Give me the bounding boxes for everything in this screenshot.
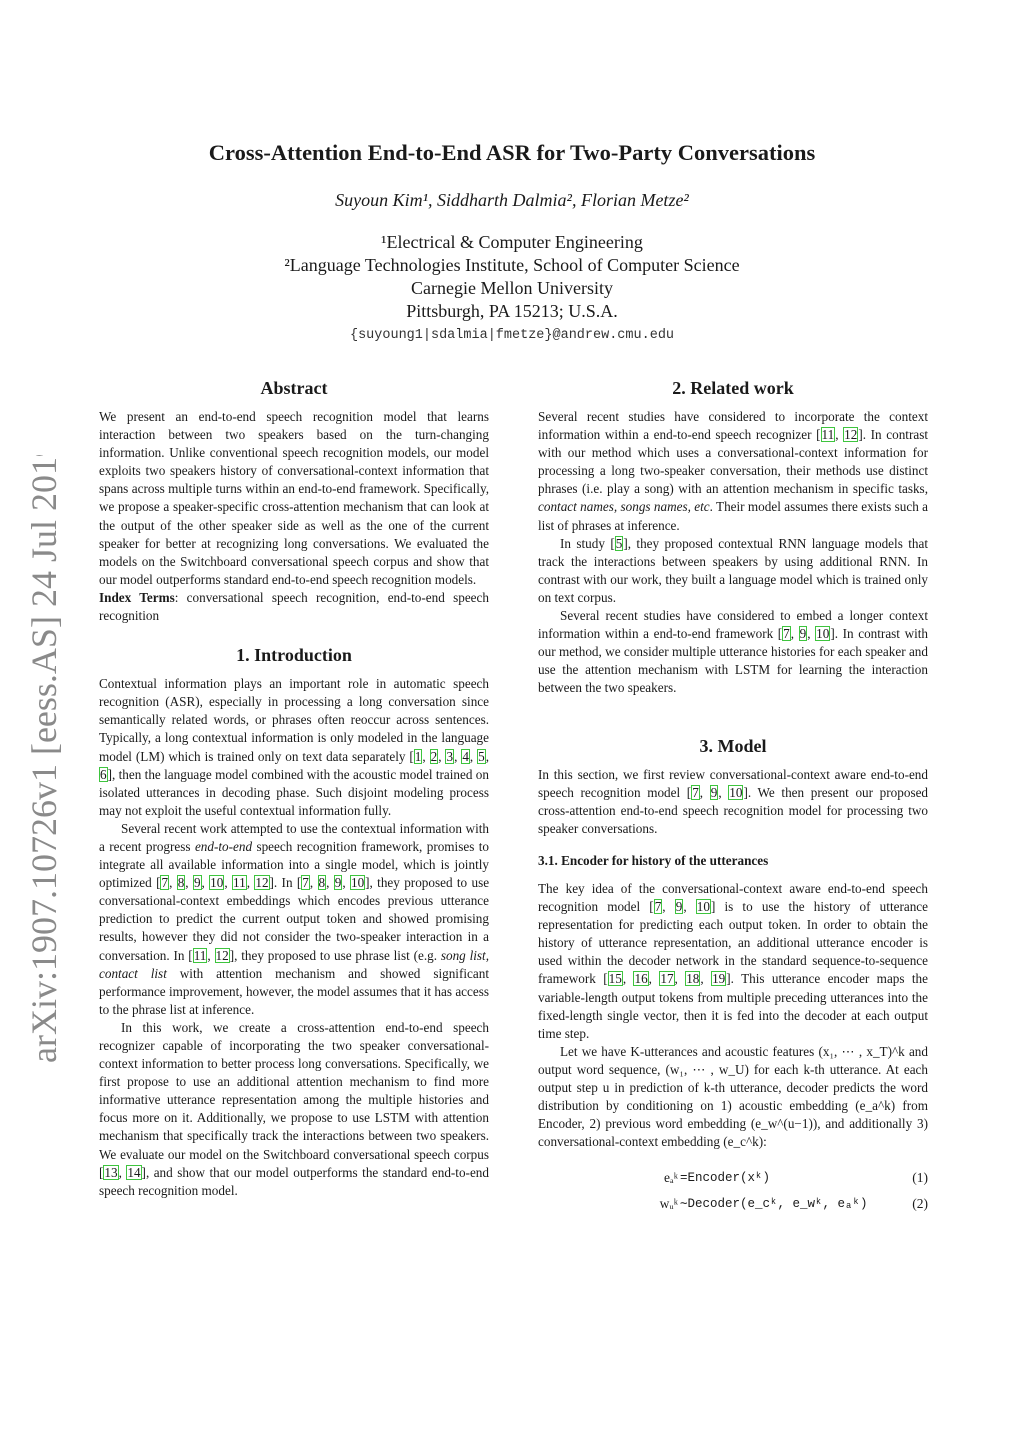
citation-link[interactable]: 12 (255, 875, 269, 891)
affiliation-line: Pittsburgh, PA 15213; U.S.A. (406, 301, 618, 321)
related-paragraph: Several recent studies have considered to embed a longer context information within a end-to-end framework [7, 9, 10]. In contrast with our method, we consider multiple utterance histories for each speaker and use the attention mechanism with LSTM for learning the interaction between the two speakers. (538, 608, 929, 696)
citation-link[interactable]: 11 (233, 875, 246, 891)
arxiv-stamp (8, 455, 76, 1065)
author-list: Suyoun Kim¹, Siddharth Dalmia², Florian Metze² (335, 190, 689, 210)
citation-link[interactable]: 15 (608, 971, 622, 987)
citation-link[interactable]: 10 (696, 899, 710, 915)
citation-link[interactable]: 7 (161, 875, 169, 891)
citation-link[interactable]: 7 (302, 875, 309, 891)
intro-paragraph: In this work, we create a cross-attention end-to-end speech recognizer capable of incorporating the two speaker conversational-context information to better process long conversations. Specifically, we first propose to use an additional attention mechanism to find more informative utterance representation among the multiple histories and focus more on it. Additionally, we propose to use LSTM with attention mechanism that specifically track the interactions between two speakers. We evaluate our model on the Switchboard conversational speech corpus [13, 14], and show that our model outperforms the standard end-to-end speech recognition model. (99, 1019, 489, 1198)
affiliation-line: Carnegie Mellon University (411, 278, 613, 298)
subsection-heading: 3.1. Encoder for history of the utterances (538, 852, 769, 868)
citation-link[interactable]: 10 (350, 875, 365, 891)
citation-link[interactable]: 9 (799, 626, 807, 642)
equation-number: (2) (912, 1196, 928, 1212)
citation-link[interactable]: 11 (821, 427, 835, 443)
citation-link[interactable]: 17 (660, 971, 674, 987)
intro-heading: 1. Introduction (236, 645, 352, 666)
related-paragraph: In study [5], they proposed contextual RNN language models that track the interactions between speakers by using additional RNN. In contrast with our work, they built a language model which is trained only on text corpus. (538, 535, 928, 605)
email: {suyoung1|sdalmia|fmetze}@andrew.cmu.edu (349, 328, 675, 343)
arxiv-stamp-text: arXiv:1907.10726v1 [eess.AS] 24 Jul 2019 (24, 455, 64, 1063)
citation-link[interactable]: 7 (692, 784, 699, 800)
citation-link[interactable]: 5 (478, 748, 485, 764)
model-paragraph: Let we have K-utterances and acoustic features (x₁, ⋯ , x_T)^k and output word sequence, (w₁, ⋯ , w_U) for each k-th utterance. At each output step u in prediction of k-th utterance, decoder predicts the word distribution by conditioning on 1) acoustic embedding (e_a^k) from Encoder, 2) previous word embedding (e_w^(u−1)), and additionally 3) conversational-context embedding (e_c^k): (538, 1043, 928, 1150)
intro-paragraph: Several recent work attempted to use the contextual information with a recent progress end-to-end speech recognition framework, promises to integrate all available information into a single model, which is jointly optimized [7, 8, 9, 10, 11, 12]. In [7, 8, 9, 10], they proposed to use conversational-context embeddings which encodes previous utterance prediction to predict the current output token and showed promising results, however they did not consider the two-speaker interaction in a conversation. In [11, 12], they proposed to use phrase list (e.g. song list, contact list with attention mechanism and showed significant performance improvement, however, the model assumes that it has access to the phrase list at inference. (99, 820, 490, 1017)
citation-link[interactable]: 9 (334, 875, 342, 891)
intro-paragraph: Contextual information plays an important role in automatic speech recognition (ASR), especially in processing a long conversation since semantically related words, or phrases often reoccur across sentences. Typically, a long contextual information is only modeled in the language model (LM) which is trained only on text data separately [1, 2, 3, 4, 5, 6], then the language model combined with the acoustic model trained on isolated utterances in decoding phase. Such disjoint modeling process may not exploit the useful contextual information fully. (99, 676, 490, 818)
citation-link[interactable]: 9 (710, 784, 718, 800)
related-heading: 2. Related work (672, 378, 794, 398)
model-heading: 3. Model (699, 735, 767, 756)
equation-rhs: ∼Decoder(e_cᵏ, e_wᵏ, eₐᵏ) (680, 1197, 868, 1212)
citation-link[interactable]: 1 (414, 748, 422, 764)
citation-link[interactable]: 12 (215, 947, 229, 963)
citation-link[interactable]: 4 (462, 748, 469, 764)
abstract-text: We present an end-to-end speech recognition model that learns interaction between two speakers based on the turn-changing information. Unlike conventional speech recognition models, our model exploits two speakers history of conversational-context information that spans across multiple turns within an end-to-end framework. Specifically, we propose a speaker-specific cross-attention mechanism that can look at the output of the other speaker side as well as the one of the current speaker for better at recognizing long conversations. We evaluated the models on the Switchboard conversational speech corpus and show that our model outperforms standard end-to-end speech recognition models. (99, 409, 489, 587)
citation-link[interactable]: 6 (100, 766, 107, 782)
equation-lhs: eₐᵏ (664, 1170, 678, 1186)
index-terms-label: Index Terms (99, 589, 175, 605)
affiliation-line: ²Language Technologies Institute, School of Computer Science (284, 255, 740, 275)
abstract-heading: Abstract (260, 378, 328, 398)
citation-link[interactable]: 11 (193, 947, 207, 963)
index-terms-text: : conversational speech recognition, end-to-end speech recognition (99, 589, 489, 624)
equation-2 (538, 1195, 928, 1221)
equation-number: (1) (912, 1170, 928, 1186)
citation-link[interactable]: 9 (193, 875, 201, 891)
citation-link[interactable]: 2 (430, 748, 438, 764)
related-paragraph: Several recent studies have considered to incorporate the context information within a end-to-end speech recognizer [11, 12]. In contrast with our method which uses a conversational-context information for processing a long two-speaker conversation, their methods use distinct phrases (i.e. play a song) with an attention mechanism in specific tasks, contact names, songs names, etc. Their model assumes there exists such a list of phrases at inference. (538, 409, 929, 533)
equation-rhs: =Encoder(xᵏ) (680, 1171, 771, 1186)
right-column (538, 376, 928, 1221)
citation-link[interactable]: 3 (446, 748, 454, 764)
citation-link[interactable]: 13 (104, 1164, 118, 1180)
citation-link[interactable]: 18 (686, 971, 700, 987)
citation-link[interactable]: 12 (844, 427, 858, 443)
model-paragraph: The key idea of the conversational-context aware end-to-end speech recognition model [7, 9, 10] is to use the history of utterance representation for predicting each output token. In order to obtain the history of utterance representation, an additional utterance encoder is used within the decoder network in the standard sequence-to-sequence framework [15, 16, 17, 18, 19]. This utterance encoder maps the variable-length output tokens from multiple preceding utterances into the fixed-length single vector, then it is fed into the decoder at each output time step. (538, 880, 929, 1041)
citation-link[interactable]: 10 (816, 626, 830, 642)
citation-link[interactable]: 10 (729, 784, 743, 800)
citation-link[interactable]: 19 (712, 971, 726, 987)
citation-link[interactable]: 8 (318, 875, 326, 891)
equation-1 (538, 1169, 928, 1195)
citation-link[interactable]: 14 (127, 1164, 141, 1180)
affiliations (100, 231, 924, 323)
paper-title: Cross-Attention End-to-End ASR for Two-Party Conversations (208, 140, 816, 165)
affiliation-line: ¹Electrical & Computer Engineering (381, 232, 643, 252)
citation-link[interactable]: 7 (654, 899, 662, 915)
model-paragraph: In this section, we first review conversational-context aware end-to-end speech recognition model [7, 9, 10]. We then present our proposed cross-attention end-to-end speech recognition model for processing two speaker conversations. (538, 766, 929, 836)
citation-link[interactable]: 10 (210, 875, 224, 891)
citation-link[interactable]: 7 (783, 626, 790, 642)
left-column (99, 376, 489, 1200)
citation-link[interactable]: 5 (615, 535, 623, 551)
citation-link[interactable]: 16 (634, 971, 648, 987)
citation-link[interactable]: 9 (675, 899, 683, 915)
citation-link[interactable]: 8 (177, 875, 185, 891)
index-terms (99, 589, 489, 625)
equation-lhs: wᵤᵏ (659, 1196, 678, 1212)
